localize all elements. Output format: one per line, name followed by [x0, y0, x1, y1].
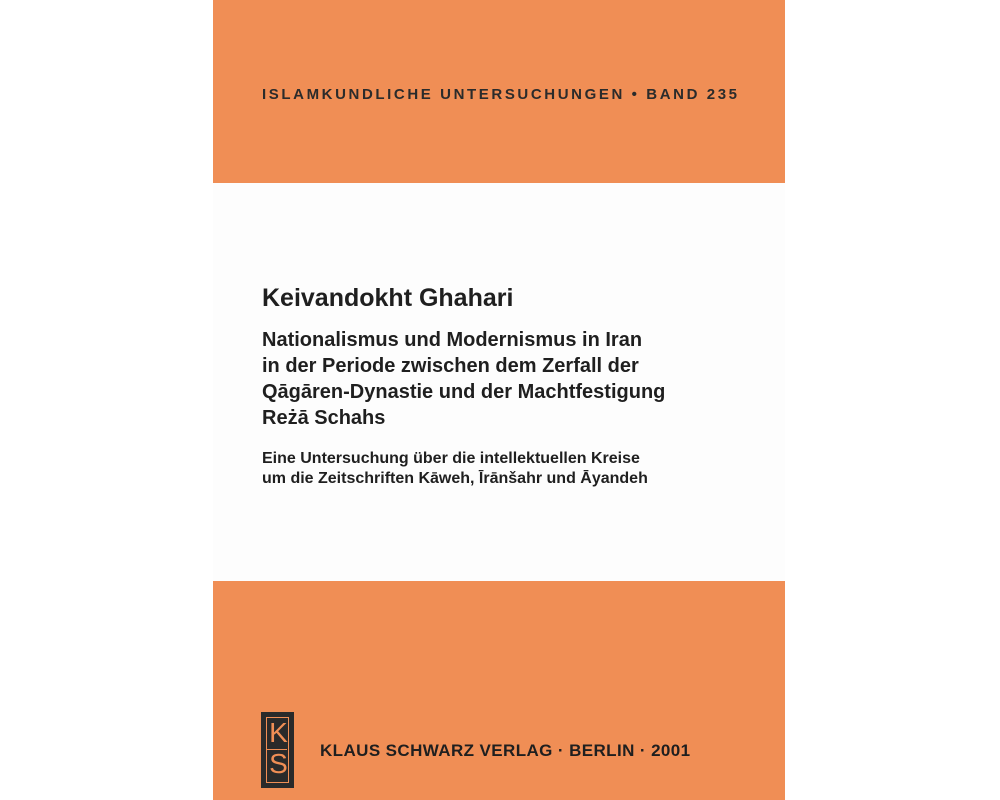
publisher-imprint: KLAUS SCHWARZ VERLAG · BERLIN · 2001: [320, 741, 691, 760]
book-title: [262, 327, 772, 431]
book-title-line: Nationalismus und Modernismus in Iran: [262, 329, 643, 351]
publisher-logo-letter-k: K: [269, 717, 288, 748]
book-title-line: Reżā Schahs: [262, 407, 386, 429]
book-subtitle-line: um die Zeitschriften Kāweh, Īrānšahr und Āyandeh: [262, 470, 648, 487]
publisher-logo: [261, 712, 294, 788]
publisher-logo-letter-s: S: [269, 748, 288, 779]
book-cover: [213, 0, 785, 800]
book-subtitle: [262, 449, 772, 489]
bottom-orange-band: [213, 581, 785, 800]
author-name: Keivandokht Ghahari: [262, 284, 514, 312]
series-title: ISLAMKUNDLICHE UNTERSUCHUNGEN • BAND 235: [262, 86, 740, 103]
book-title-line: in der Periode zwischen dem Zerfall der: [262, 355, 639, 377]
publisher-logo-frame: [266, 717, 289, 783]
top-orange-band: [213, 0, 785, 183]
book-subtitle-line: Eine Untersuchung über die intellektuellen Kreise: [262, 450, 640, 467]
book-title-line: Qāgāren-Dynastie und der Machtfestigung: [262, 381, 666, 403]
